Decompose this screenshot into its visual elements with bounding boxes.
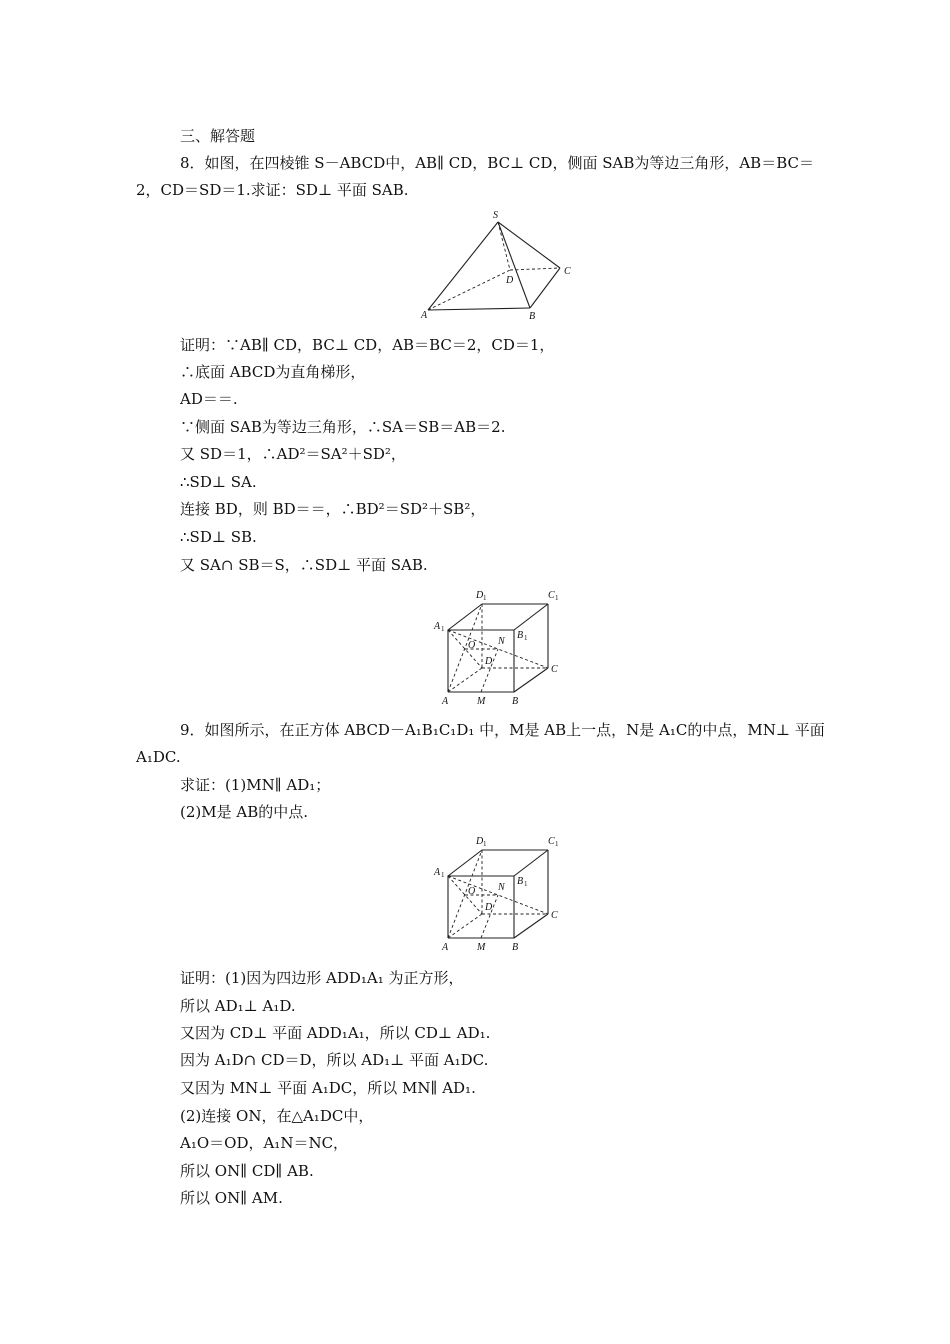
- p8-proof-8: ∴SD⊥ SB.: [180, 528, 257, 546]
- p9-proof-2: 所以 AD₁⊥ A₁D.: [180, 997, 296, 1015]
- edge-AB: [428, 308, 530, 310]
- label-C: C: [551, 910, 558, 921]
- label-M: M: [477, 696, 486, 707]
- label-S: S: [493, 210, 498, 221]
- edge-SA: [428, 222, 498, 310]
- label-D: D: [506, 275, 514, 286]
- edge-AD: [428, 270, 510, 310]
- p8-proof-6: ∴SD⊥ SA.: [180, 473, 257, 491]
- label-C: C: [551, 664, 558, 675]
- p9-proof-5: 又因为 MN⊥ 平面 A₁DC，所以 MN∥ AD₁.: [180, 1079, 476, 1097]
- label-A: A: [421, 310, 428, 321]
- p8-proof-2: ∴底面 ABCD为直角梯形，: [180, 363, 366, 381]
- label-A1-sub: 1: [441, 625, 445, 633]
- edge-BC: [530, 268, 560, 308]
- label-D1: D: [476, 590, 484, 601]
- edge-A1D1: [448, 604, 482, 630]
- label-C1: C: [548, 836, 555, 847]
- label-B: B: [512, 942, 519, 953]
- cube-figure-2: [430, 832, 570, 954]
- problem9-prove-line2: (2)M是 AB的中点.: [180, 803, 308, 821]
- edge-A1D1: [448, 850, 482, 876]
- label-B1-sub: 1: [524, 880, 528, 888]
- cube-figure-1: [430, 586, 570, 708]
- p9-proof-9: 所以 ON∥ AM.: [180, 1189, 283, 1207]
- label-N: N: [498, 636, 505, 647]
- label-D1: D: [476, 836, 484, 847]
- label-C: C: [564, 266, 571, 277]
- edge-B1C1: [514, 604, 548, 630]
- label-B: B: [512, 696, 519, 707]
- edge-SC: [498, 222, 560, 268]
- problem9-statement-line1: 9．如图所示，在正方体 ABCD－A₁B₁C₁D₁ 中，M是 AB上一点，N是 A₁C的中点，MN⊥ 平面: [180, 721, 825, 739]
- label-B1: B: [517, 630, 524, 641]
- pyramid-figure: [420, 208, 590, 324]
- label-D1-sub: 1: [483, 840, 487, 848]
- problem8-statement-line2: 2，CD＝SD＝1.求证：SD⊥ 平面 SAB.: [136, 181, 409, 199]
- p8-proof-9: 又 SA∩ SB＝S，∴SD⊥ 平面 SAB.: [180, 556, 428, 574]
- label-M: M: [477, 942, 486, 953]
- label-A1: A: [434, 621, 441, 632]
- p8-proof-1: 证明：∵AB∥ CD，BC⊥ CD，AB＝BC＝2，CD＝1，: [180, 336, 555, 354]
- p8-proof-7: 连接 BD，则 BD＝＝，∴BD²＝SD²＋SB²，: [180, 500, 486, 518]
- label-D: D: [485, 902, 493, 913]
- label-A1-sub: 1: [441, 871, 445, 879]
- label-A: A: [442, 696, 449, 707]
- section-title: 三、解答题: [180, 127, 256, 145]
- label-B1: B: [517, 876, 524, 887]
- edge-BC: [514, 914, 548, 938]
- problem9-prove-line1: 求证：(1)MN∥ AD₁；: [180, 776, 331, 794]
- p9-proof-6: (2)连接 ON，在△A₁DC中，: [180, 1107, 374, 1125]
- p8-proof-4: ∵侧面 SAB为等边三角形，∴SA＝SB＝AB＝2.: [180, 418, 506, 436]
- edge-SB: [498, 222, 530, 308]
- edge-DC: [510, 268, 560, 270]
- label-B: B: [529, 311, 536, 322]
- label-B1-sub: 1: [524, 634, 528, 642]
- label-O: O: [468, 886, 476, 897]
- p9-proof-4: 因为 A₁D∩ CD＝D，所以 AD₁⊥ 平面 A₁DC.: [180, 1051, 489, 1069]
- p9-proof-7: A₁O＝OD，A₁N＝NC，: [180, 1134, 349, 1152]
- p9-proof-3: 又因为 CD⊥ 平面 ADD₁A₁，所以 CD⊥ AD₁.: [180, 1024, 491, 1042]
- label-A1: A: [434, 867, 441, 878]
- p8-proof-5: 又 SD＝1，∴AD²＝SA²＋SD²，: [180, 445, 406, 463]
- p9-proof-1: 证明：(1)因为四边形 ADD₁A₁ 为正方形，: [180, 969, 464, 987]
- label-C1: C: [548, 590, 555, 601]
- problem9-statement-line2: A₁DC.: [136, 748, 181, 766]
- p8-proof-3: AD＝＝.: [180, 390, 238, 408]
- label-O: O: [468, 640, 476, 651]
- edge-BC: [514, 668, 548, 692]
- p9-proof-8: 所以 ON∥ CD∥ AB.: [180, 1162, 314, 1180]
- label-A: A: [442, 942, 449, 953]
- edge-B1C1: [514, 850, 548, 876]
- label-N: N: [498, 882, 505, 893]
- label-D: D: [485, 656, 493, 667]
- label-C1-sub: 1: [555, 840, 559, 848]
- problem8-statement-line1: 8．如图，在四棱锥 S－ABCD中，AB∥ CD，BC⊥ CD，侧面 SAB为等边三角形，AB＝BC＝: [180, 154, 814, 172]
- label-D1-sub: 1: [483, 594, 487, 602]
- label-C1-sub: 1: [555, 594, 559, 602]
